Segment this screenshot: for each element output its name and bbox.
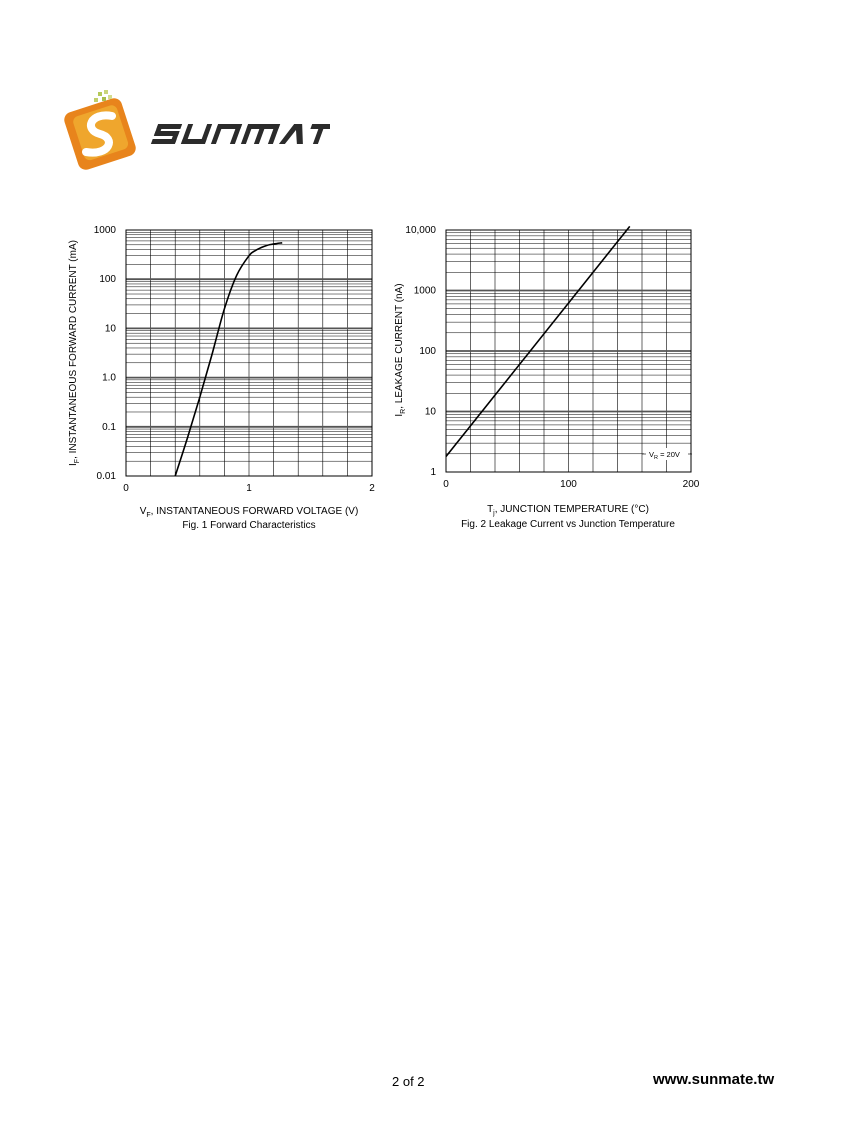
fig2-vr-annotation [642,448,692,461]
fig1-y-tick-label: 1.0 [102,372,116,384]
fig2-x-tick-label: 0 [443,479,449,490]
fig2-x-axis-label: $T_j$, JUNCTION TEMPERATURE (°C) [487,504,649,517]
website-link[interactable]: www.sunmate.tw [653,1071,775,1088]
sunmate-logo [60,86,330,178]
fig1-y-tick-label: 0.01 [96,471,116,482]
page-number: 2 of 2 [392,1074,425,1089]
fig1-x-tick-labels [123,483,375,494]
leakage-current-chart [390,220,720,540]
fig1-x-tick-label: 1 [246,483,252,494]
fig2-x-tick-labels [443,479,700,490]
fig2-y-tick-label: 1 [430,467,436,478]
fig1-caption: Fig. 1 Forward Characteristics [182,520,316,531]
fig2-x-tick-label: 200 [682,479,700,490]
fig2-leakage-line [446,226,630,456]
forward-characteristics-chart [60,220,390,540]
logo-wordmark [151,124,330,144]
fig2-y-tick-label: 1000 [413,285,436,297]
fig1-y-axis-label: $I_F$, INSTANTANEOUS FORWARD CURRENT (mA) [68,240,81,466]
fig1-y-tick-label: 100 [99,274,116,286]
svg-text:VR = 20V: $V_R = 20V$ [649,450,680,461]
fig1-grid [126,230,372,476]
fig1-y-tick-labels [94,225,117,482]
fig1-y-tick-label: 10 [104,323,116,335]
fig1-x-axis-label: $V_F$, INSTANTANEOUS FORWARD VOLTAGE (V) [139,506,359,519]
fig2-y-tick-label: 10 [424,406,436,418]
fig2-grid [446,230,691,472]
fig1-y-tick-label: 0.1 [102,421,116,433]
fig2-y-tick-label: 10,000 [405,225,436,236]
fig2-y-axis-label: $I_R$, LEAKAGE CURRENT (nA) [394,283,407,417]
fig1-forward-curve [175,243,282,476]
fig1-x-tick-label: 0 [123,483,129,494]
fig2-y-tick-labels [405,225,436,478]
fig2-y-tick-label: 100 [419,346,436,357]
fig1-y-tick-label: 1000 [93,225,116,236]
logo-emblem [62,90,138,172]
fig2-caption: Fig. 2 Leakage Current vs Junction Temperature [461,519,675,530]
fig2-x-tick-label: 100 [560,479,577,490]
fig1-x-tick-label: 2 [369,483,375,494]
